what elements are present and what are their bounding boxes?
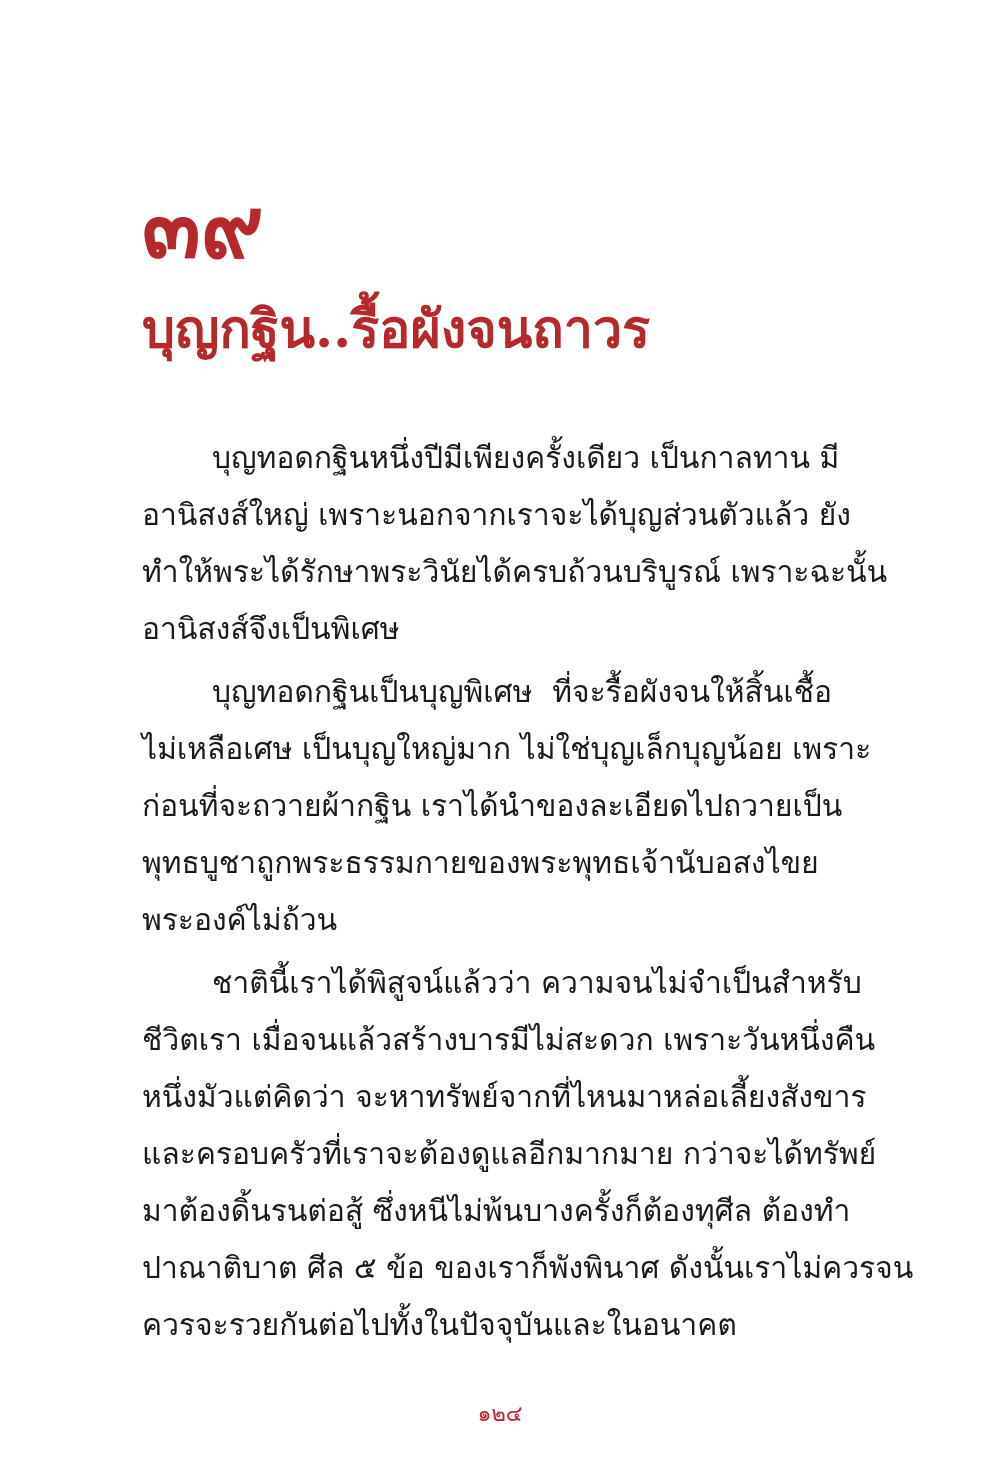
text-line: มาต้องดิ้นรนต่อสู้ ซึ่งหนีไม่พ้นบางครั้งก็ต้องทุศีล ต้องทำ [142, 1194, 851, 1229]
text-line: พระองค์ไม่ถ้วน [142, 903, 338, 938]
chapter-number: ๓๙ [142, 177, 264, 278]
text-line: และครอบครัวที่เราจะต้องดูแลอีกมากมาย กว่าจะได้ทรัพย์ [142, 1137, 877, 1172]
text-line: อานิสงส์ใหญ่ เพราะนอกจากเราจะได้บุญส่วนตัวแล้ว ยัง [142, 498, 851, 533]
text-line: อานิสงส์จึงเป็นพิเศษ [142, 612, 400, 647]
text-line: ควรจะรวยกันต่อไปทั้งในปัจจุบันและในอนาคต [142, 1308, 737, 1343]
paragraph [142, 664, 872, 949]
page-number: ๑๒๔ [477, 1402, 523, 1427]
text-line: ไม่เหลือเศษ เป็นบุญใหญ่มาก ไม่ใช่บุญเล็กบุญน้อย เพราะ [142, 732, 872, 767]
body-text [142, 430, 914, 1360]
text-line: บุญทอดกฐินเป็นบุญพิเศษ ที่จะรื้อผังจนให้สิ้นเชื้อ [212, 675, 832, 710]
text-line: บุญทอดกฐินหนึ่งปีมีเพียงครั้งเดียว เป็นกาลทาน มี [212, 441, 840, 476]
text-line: ทำให้พระได้รักษาพระวินัยได้ครบถ้วนบริบูรณ์ เพราะฉะนั้น [142, 555, 888, 590]
text-line: ปาณาติบาต ศีล ๕ ข้อ ของเราก็พังพินาศ ดังนั้นเราไม่ควรจน [142, 1251, 914, 1286]
paragraph [142, 430, 888, 658]
text-line: พุทธบูชาถูกพระธรรมกายของพระพุทธเจ้านับอสงไขย [142, 846, 819, 881]
text-line: ชีวิตเรา เมื่อจนแล้วสร้างบารมีไม่สะดวก เพราะวันหนึ่งคืน [142, 1023, 876, 1058]
paragraph [142, 955, 914, 1354]
text-line: ชาตินี้เราได้พิสูจน์แล้วว่า ความจนไม่จำเป็นสำหรับ [212, 966, 862, 1001]
text-line: หนึ่งมัวแต่คิดว่า จะหาทรัพย์จากที่ไหนมาหล่อเลี้ยงสังขาร [142, 1080, 867, 1115]
chapter-title: บุญกฐิน..รื้อผังจนถาวร [142, 299, 651, 360]
text-line: ก่อนที่จะถวายผ้ากฐิน เราได้นำของละเอียดไปถวายเป็น [142, 789, 843, 824]
